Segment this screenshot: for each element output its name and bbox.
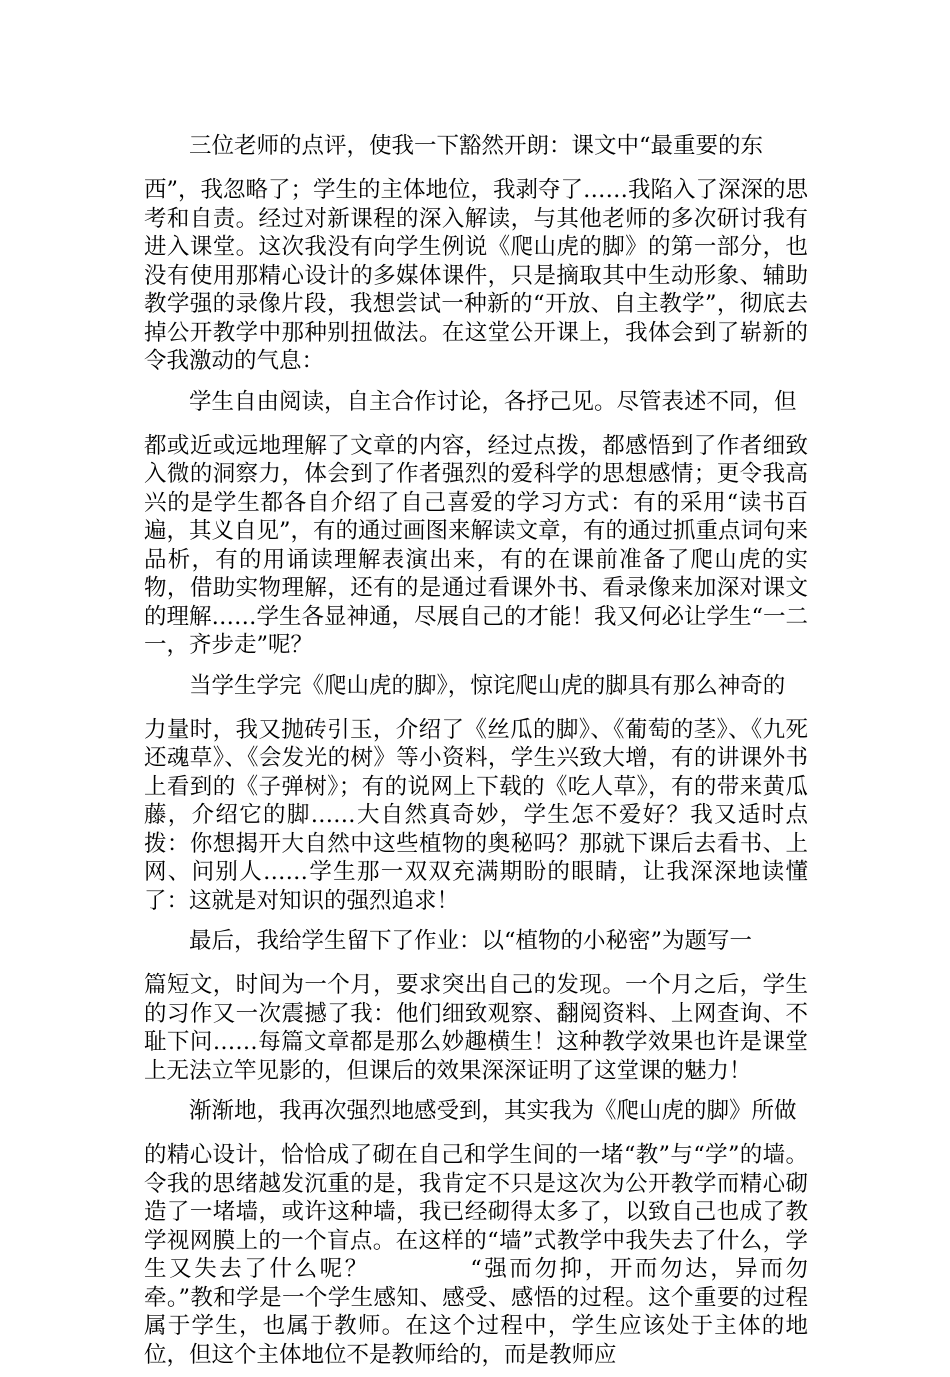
paragraph-5 xyxy=(144,1093,808,1369)
paragraph-3 xyxy=(144,668,808,916)
paragraph-first-line: 学生自由阅读，自主合作讨论，各抒己见。尽管表述不同，但 xyxy=(189,388,797,415)
paragraph-first-line: 渐渐地，我再次强烈地感受到，其实我为《爬山虎的脚》所做 xyxy=(189,1098,797,1124)
paragraph-2 xyxy=(144,384,808,660)
document-body xyxy=(144,128,808,1377)
paragraph-body: 都或近或远地理解了文章的内容，经过点拨，都感悟到了作者细致入微的洞察力，体会到了作者强烈的爱科学的思想感情；更令我高兴的是学生都各自介绍了自己喜爱的学习方式：有的采用“读书百遍，其义自见”，有的通过画图来解读文章，有的通过抓重点词句来品析，有的用诵读理解表演出来，有的在课前准备了爬山虎的实物，借助实物理解，还有的是通过看课外书、看录像来加深对课文的理解……学生各显神通，尽展自己的才能！我又何必让学生“一二一，齐步走”呢？ xyxy=(144,432,809,658)
paragraph-first-line: 当学生学完《爬山虎的脚》，惊诧爬山虎的脚具有那么神奇的 xyxy=(189,672,786,699)
paragraph-first-line: 最后，我给学生留下了作业：以“植物的小秘密”为题写一 xyxy=(189,928,753,954)
paragraph-body: 篇短文，时间为一个月，要求突出自己的发现。一个月之后，学生的习作又一次震撼了我：他们细致观察、翻阅资料、上网查询、不耻下问……每篇文章都是那么妙趣横生！这种教学效果也许是课堂上无法立竿见影的，但课后的效果深深证明了这堂课的魅力！ xyxy=(144,972,808,1084)
paragraph-body: 的精心设计，恰恰成了砌在自己和学生间的一堵“教”与“学”的墙。令我的思绪越发沉重的是，我肯定不只是这次为公开教学而精心砌造了一堵墙，或许这种墙，我已经砌得太多了，以致自己也成了教学视网膜上的一个盲点。在这样的“墙”式教学中我失去了什么，学生又失去了什么呢？ “强而勿抑，开而勿达，异而勿牵。”教和学是一个学生感知、感受、感悟的过程。这个重要的过程属于学生，也属于教师。在这个过程中，学生应该处于主体的地位，但这个主体地位不是教师给的，而是教师应 xyxy=(144,1142,808,1368)
paragraph-first-line: 三位老师的点评，使我一下豁然开朗：课文中“最重要的东 xyxy=(189,133,764,159)
paragraph-1 xyxy=(144,128,808,376)
paragraph-4 xyxy=(144,923,808,1085)
paragraph-body: 力量时，我又抛砖引玉，介绍了《丝瓜的脚》、《葡萄的茎》、《九死还魂草》、《会发光的树》等小资料，学生兴致大增，有的讲课外书上看到的《子弹树》；有的说网上下载的《吃人草》，有的带来黄瓜藤，介绍它的脚……大自然真奇妙，学生怎不爱好？我又适时点拨：你想揭开大自然中这些植物的奥秘吗？那就下课后去看书、上网、问别人……学生那一双双充满期盼的眼睛，让我深深地读懂了：这就是对知识的强烈追求！ xyxy=(144,716,808,914)
paragraph-body: 西”，我忽略了；学生的主体地位，我剥夺了……我陷入了深深的思考和自责。经过对新课程的深入解读，与其他老师的多次研讨我有进入课堂。这次我没有向学生例说《爬山虎的脚》的第一部分，也没有使用那精心设计的多媒体课件，只是摘取其中生动形象、辅助教学强的录像片段，我想尝试一种新的“开放、自主教学”，彻底去掉公开教学中那种别扭做法。在这堂公开课上，我体会到了崭新的令我激动的气息： xyxy=(144,177,809,374)
